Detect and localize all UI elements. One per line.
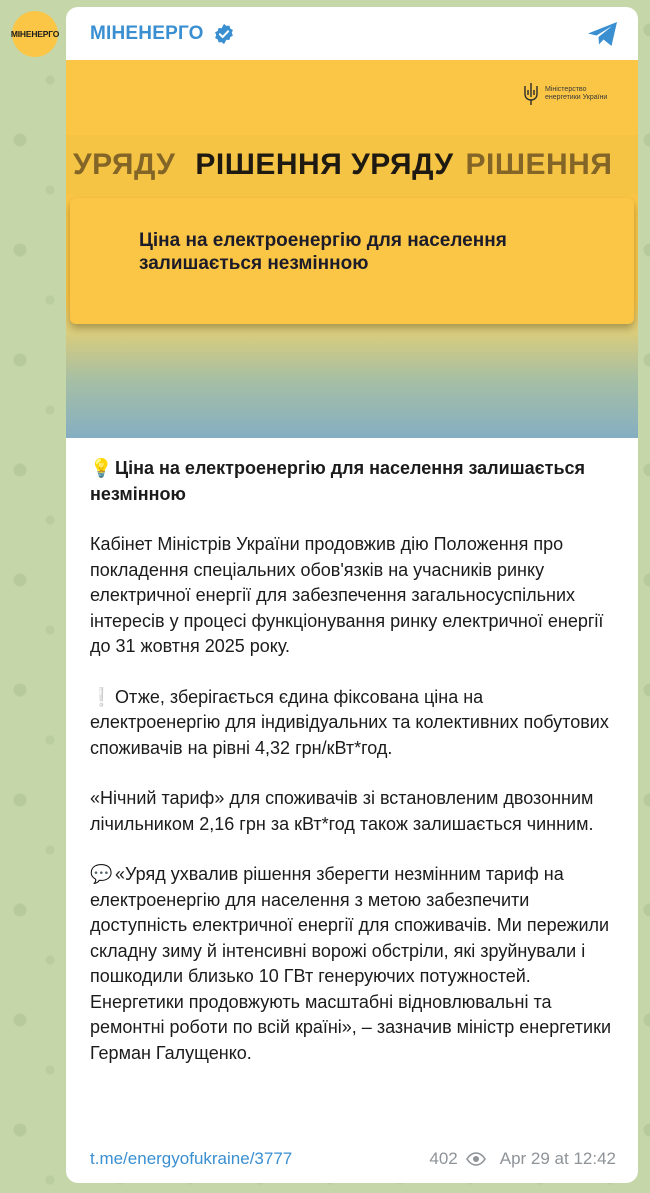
exclamation-icon: ❕ bbox=[90, 686, 113, 707]
trident-icon bbox=[523, 82, 539, 106]
message-paragraph-text: «Уряд ухвалив рішення зберегти незмінним тариф на електроенергію для населення з метою забезпечити доступність електричної енергії для споживачів. Ми пережили складну зиму й інтенсивні ворожі обстріли, які зруйнували і пошкодили близько 10 ГВт генеруючих потужностей. Енергетики продовжують масштабні відновлювальні та ремонтні роботи по всій країні», – зазначив міністр енергетики Герман Галущенко. bbox=[90, 864, 612, 1063]
ministry-logo-text: Міністерство енергетики України bbox=[545, 86, 608, 101]
message-date: Apr 29 at 12:42 bbox=[499, 1149, 616, 1168]
message-title bbox=[90, 456, 616, 507]
message-card bbox=[66, 7, 638, 1183]
lightbulb-icon: 💡 bbox=[90, 458, 113, 478]
avatar-text: МІНЕНЕРГО bbox=[10, 29, 60, 39]
channel-name[interactable]: МІНЕНЕРГО bbox=[90, 22, 204, 44]
channel-avatar[interactable] bbox=[12, 11, 58, 57]
view-count-value: 402 bbox=[429, 1149, 458, 1168]
message-paragraph bbox=[90, 685, 616, 762]
message-paragraph: «Нічний тариф» для споживачів зі встановленим двозонним лічильником 2,16 грн за кВт*год також залишається чинним. bbox=[90, 788, 594, 834]
message-footer bbox=[90, 1149, 616, 1169]
view-count bbox=[429, 1149, 485, 1169]
banner-headline: Ціна на електроенергію для населення залишається незмінною bbox=[139, 230, 507, 274]
verified-badge-icon bbox=[213, 23, 235, 45]
ministry-logo bbox=[523, 82, 615, 106]
decision-word: УРЯДУ bbox=[73, 148, 176, 181]
message-paragraph: Кабінет Міністрів України продовжив дію Положення про покладення спеціальних обов'язків на учасників ринку електричної енергії для забезпечення загальносуспільних інтересів у процесі функціонування ринку електричної енергії до 31 жовтня 2025 року. bbox=[90, 534, 604, 656]
message-paragraph-text: Отже, зберігається єдина фіксована ціна на електроенергію для індивідуальних та колективних побутових споживачів на рівні 4,32 грн/кВт*год. bbox=[90, 686, 609, 758]
banner-headline-box bbox=[70, 198, 634, 324]
decision-word: РІШЕННЯ УРЯДУ bbox=[195, 148, 454, 181]
message-paragraph bbox=[90, 862, 616, 1066]
speech-bubble-icon: 💬 bbox=[90, 864, 113, 884]
share-icon[interactable] bbox=[586, 19, 620, 49]
eye-icon bbox=[466, 1152, 486, 1166]
decision-band bbox=[66, 135, 638, 195]
post-banner-image[interactable] bbox=[66, 60, 638, 438]
decision-word: РІШЕННЯ bbox=[465, 148, 613, 181]
message-text bbox=[66, 438, 638, 1066]
message-title-text: Ціна на електроенергію для населення залишається незмінною bbox=[90, 458, 586, 504]
message-header bbox=[66, 7, 638, 60]
post-link[interactable]: t.me/energyofukraine/3777 bbox=[90, 1149, 293, 1168]
